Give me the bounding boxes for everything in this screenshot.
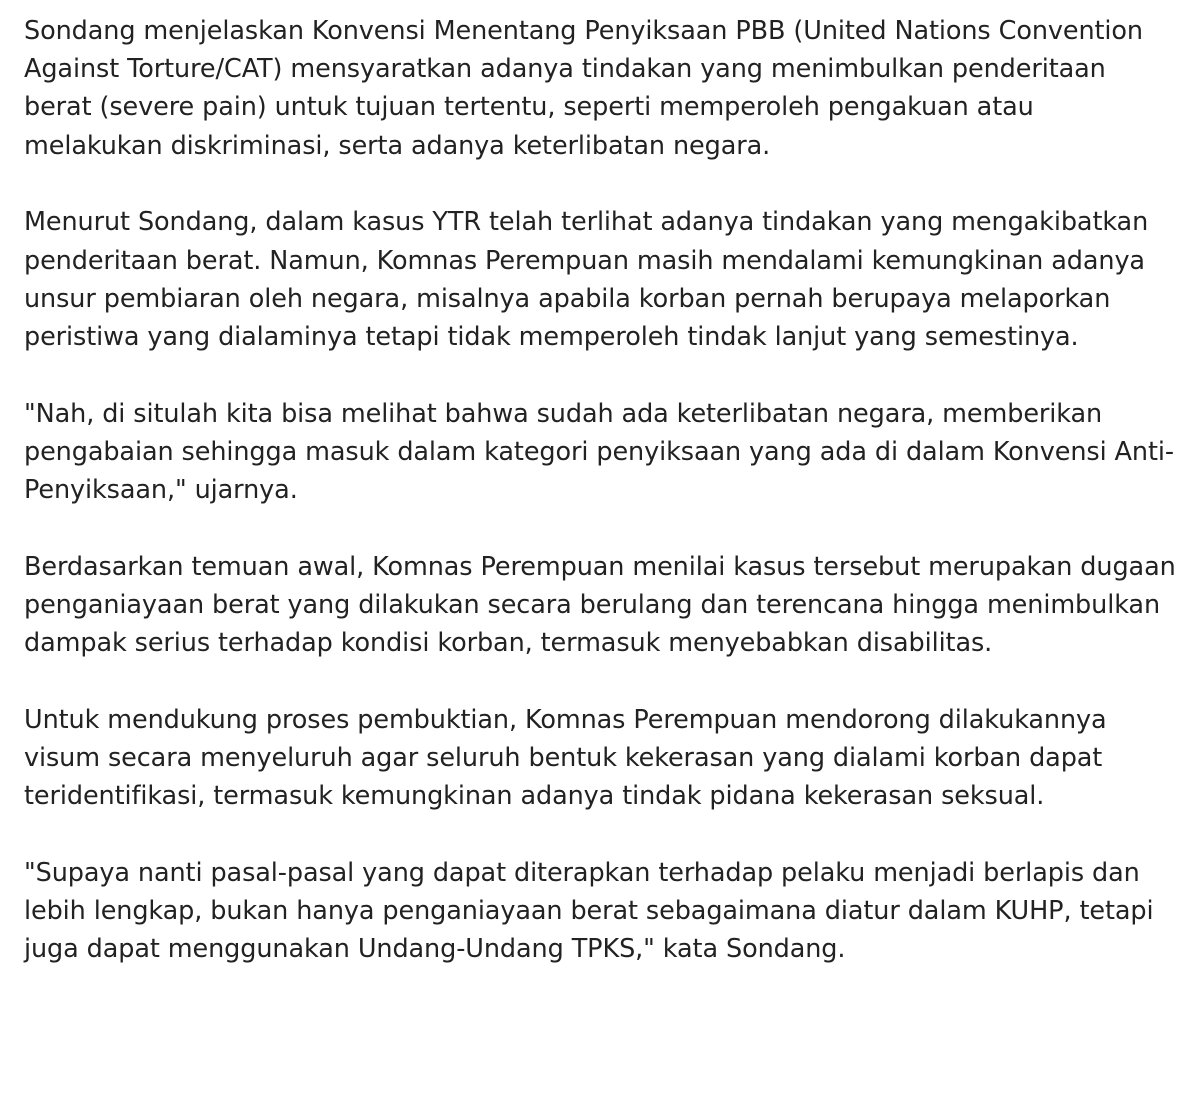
article-paragraph-5: Untuk mendukung proses pembuktian, Komnas Perempuan mendorong dilakukannya visum secara menyeluruh agar seluruh bentuk kekerasan yang dialami korban dapat teridentifikasi, termasuk kemungkinan adanya tindak pidana kekerasan seksual. bbox=[24, 704, 1107, 812]
article-paragraph-4: Berdasarkan temuan awal, Komnas Perempuan menilai kasus tersebut merupakan dugaan penganiayaan berat yang dilakukan secara berulang dan terencana hingga menimbulkan dampak serius terhadap kondisi korban, termasuk menyebabkan disabilitas. bbox=[24, 551, 1176, 659]
article-paragraph-6: "Supaya nanti pasal-pasal yang dapat diterapkan terhadap pelaku menjadi berlapis dan lebih lengkap, bukan hanya penganiayaan berat sebagaimana diatur dalam KUHP, tetapi juga dapat menggunakan Undang-Undang TPKS," kata Sondang. bbox=[24, 857, 1154, 965]
article-paragraph-1: Sondang menjelaskan Konvensi Menentang Penyiksaan PBB (United Nations Convention Against Torture/CAT) mensyaratkan adanya tindakan yang menimbulkan penderitaan berat (severe pain) untuk tujuan tertentu, seperti memperoleh pengakuan atau melakukan diskriminasi, serta adanya keterlibatan negara. bbox=[24, 16, 1143, 161]
article-paragraph-2: Menurut Sondang, dalam kasus YTR telah terlihat adanya tindakan yang mengakibatkan penderitaan berat. Namun, Komnas Perempuan masih mendalami kemungkinan adanya unsur pembiaran oleh negara, misalnya apabila korban pernah berupaya melaporkan peristiwa yang dialaminya tetapi tidak memperoleh tindak lanjut yang semestinya. bbox=[24, 207, 1149, 352]
article-paragraph-3: "Nah, di situlah kita bisa melihat bahwa sudah ada keterlibatan negara, memberikan pengabaian sehingga masuk dalam kategori penyiksaan yang ada di dalam Konvensi Anti-Penyiksaan," ujarnya. bbox=[24, 398, 1174, 506]
